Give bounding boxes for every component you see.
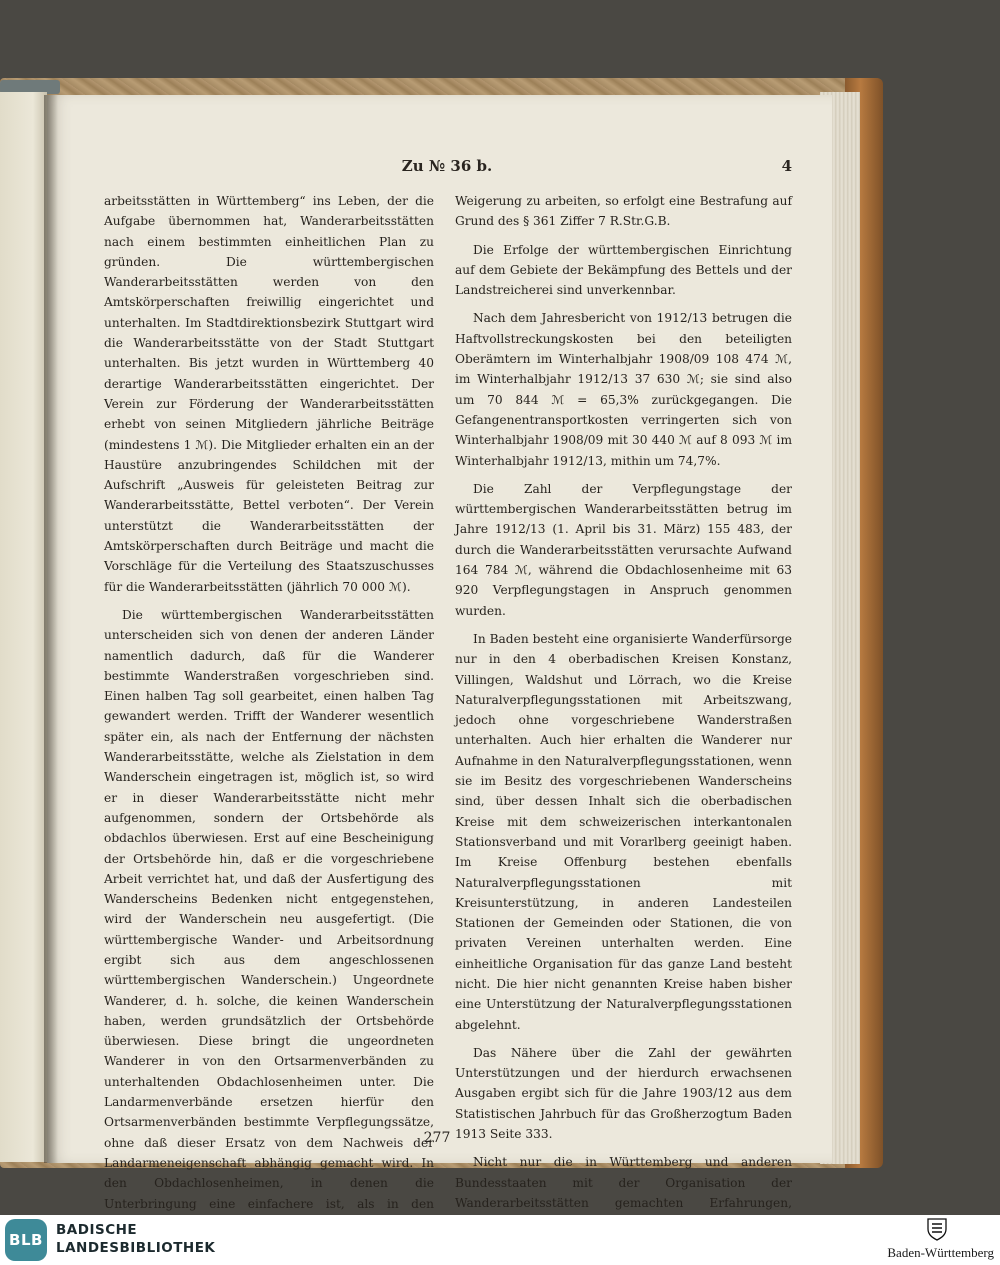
- book-page: [47, 95, 832, 1211]
- paragraph: Die Erfolge der württembergischen Einrichtung auf dem Gebiete der Bekämpfung des Bettels und der Landstreicherei sind unverkennbar.: [455, 242, 792, 298]
- gutter-shadow: [44, 95, 58, 1163]
- text-column-left: [104, 191, 434, 1215]
- blb-logo-badge[interactable]: BLB: [5, 1219, 47, 1261]
- state-name: Baden-Württemberg: [887, 1245, 994, 1260]
- library-name-line1: BADISCHE: [56, 1222, 138, 1238]
- page-header-title: Zu № 36 b.: [401, 157, 493, 175]
- page-header: [47, 157, 832, 181]
- paragraph: Das Nähere über die Zahl der gewährten Unterstützungen und der hierdurch erwachsenen Ausgaben ergibt sich für die Jahre 1903/12 aus dem Statistischen Jahrbuch für das Großherzogtum Baden 1913 Seite 333.: [455, 1045, 792, 1142]
- text-column-right: [455, 191, 792, 1215]
- paragraph: Nicht nur die in Württemberg und anderen Bundesstaaten mit der Organisation der Wanderarbeitsstätten gemachten Erfahrungen,: [455, 1155, 792, 1210]
- bottom-branding-bar: [0, 1215, 1000, 1265]
- paragraph: Nach dem Jahresbericht von 1912/13 betrugen die Haftvollstreckungskosten bei den beteiligten Oberämtern im Winterhalbjahr 1908/09 108 474 ℳ, im Winterhalbjahr 1912/13 37 630 ℳ; sie sind also um 70 844 ℳ = 65,3% zurückgegangen. Die Gefangenentransportkosten verringerten sich von Winterhalbjahr 1908/09 mit 30 440 ℳ auf 8 093 ℳ im Winterhalbjahr 1912/13, mithin um 74,7%.: [455, 311, 792, 468]
- page-footer-number: 277: [423, 1130, 451, 1146]
- paragraph: Die Zahl der Verpflegungstage der württembergischen Wanderarbeitsstätten betrug im Jahre 1912/13 (1. April bis 31. März) 155 483, der durch die Wanderarbeitsstätten verursachte Aufwand 164 784 ℳ, während die Obdachlosenheime mit 63 920 Verpflegungstagen in Anspruch genommen wurden.: [455, 481, 792, 618]
- paragraph: In Baden besteht eine organisierte Wanderfürsorge nur in den 4 oberbadischen Kreisen Konstanz, Villingen, Waldshut und Lörrach, wo die Kreise Naturalverpflegungsstationen mit Arbeitszwang, jedoch ohne vorgeschriebene Wanderstraßen unterhalten. Auch hier erhalten die Wanderer nur Aufnahme in den Naturalverpflegungsstationen, wenn sie im Besitz des vorgeschriebenen Wanderscheins sind, über dessen Inhalt sich die oberbadischen Kreise mit dem schweizerischen interkantonalen Stationsverband und mit Vorarlberg geeinigt haben. Im Kreise Offenburg bestehen ebenfalls Naturalverpflegungsstationen mit Kreisunterstützung, in anderen Landesteilen Stationen der Gemeinden oder Stationen, die von privaten Vereinen unterhalten werden. Eine einheitliche Organisation für das ganze Land besteht nicht. Die hier nicht genannten Kreise haben bisher eine Unterstützung der Naturalverpflegungsstationen abgelehnt.: [455, 631, 792, 1032]
- library-name[interactable]: [56, 1221, 215, 1257]
- paragraph: Die württembergischen Wanderarbeitsstätten unterscheiden sich von denen der anderen Länder namentlich dadurch, daß für die Wanderer bestimmte Wanderstraßen vorgeschrieben sind. Einen halben Tag soll gearbeitet, einen halben Tag gewandert werden. Trifft der Wanderer wesentlich später ein, als nach der Entfernung der nächsten Wanderarbeitsstätte, welche als Zielstation in dem Wanderschein eingetragen ist, möglich ist, so wird er in dieser Wanderarbeitsstätte nicht mehr aufgenommen, sondern der Ortsbehörde als obdachlos überwiesen. Erst auf eine Bescheinigung der Ortsbehörde hin, daß er die vorgeschriebene Arbeit verrichtet hat, und daß der Ausfertigung des Wanderscheins Bedenken nicht entgegenstehen, wird der Wanderschein neu ausgefertigt. (Die württembergische Wander- und Arbeitsordnung ergibt sich aus dem angeschlossenen württembergischen Wanderschein.) Ungeordnete Wanderer, d. h. solche, die keinen Wanderschein haben, werden grundsätzlich der Ortsbehörde überwiesen. Diese bringt die ungeordneten Wanderer in von den Ortsarmenverbänden zu unterhaltenden Obdachlosenheimen unter. Die Landarmenverbände ersetzen hierfür den Ortsarmenverbänden bestimmte Verpflegungssätze, ohne daß dieser Ersatz von dem Nachweis der Landarmeneigenschaft abhängig gemacht wird. In den Obdachlosenheimen, in denen die Unterbringung eine einfachere ist, als in den: [104, 607, 434, 1211]
- library-name-line2: LANDESBIBLIOTHEK: [56, 1240, 216, 1256]
- state-crest-icon: [926, 1217, 948, 1241]
- paragraph: Weigerung zu arbeiten, so erfolgt eine Bestrafung auf Grund des § 361 Ziffer 7 R.Str.G.B.: [455, 194, 792, 229]
- left-page-margin: [0, 92, 47, 1162]
- page-header-number: 4: [781, 157, 792, 175]
- paragraph: arbeitsstätten in Württemberg“ ins Leben, der die Aufgabe übernommen hat, Wanderarbeitsstätten nach einem bestimmten einheitlichen Plan zu gründen. Die württembergischen Wanderarbeitsstätten werden von den Amtskörperschaften freiwillig eingerichtet und unterhalten. Im Stadtdirektionsbezirk Stuttgart wird die Wanderarbeitsstätte von der Stadt Stuttgart unterhalten. Bis jetzt wurden in Württemberg 40 derartige Wanderarbeitsstätten eingerichtet. Der Verein zur Förderung der Wanderarbeitsstätten erhebt von seinen Mitgliedern jährliche Beiträge (mindestens 1 ℳ). Die Mitglieder erhalten ein an der Haustüre anzubringendes Schildchen mit der Aufschrift „Ausweis für geleisteten Beitrag zur Wanderarbeitsstätte, Bettel verboten“. Der Verein unterstützt die Wanderarbeitsstätten der Amtskörperschaften durch Beiträge und macht die Vorschläge für die Verteilung des Staatszuschusses für die Wanderarbeitsstätten (jährlich 70 000 ℳ).: [104, 194, 434, 594]
